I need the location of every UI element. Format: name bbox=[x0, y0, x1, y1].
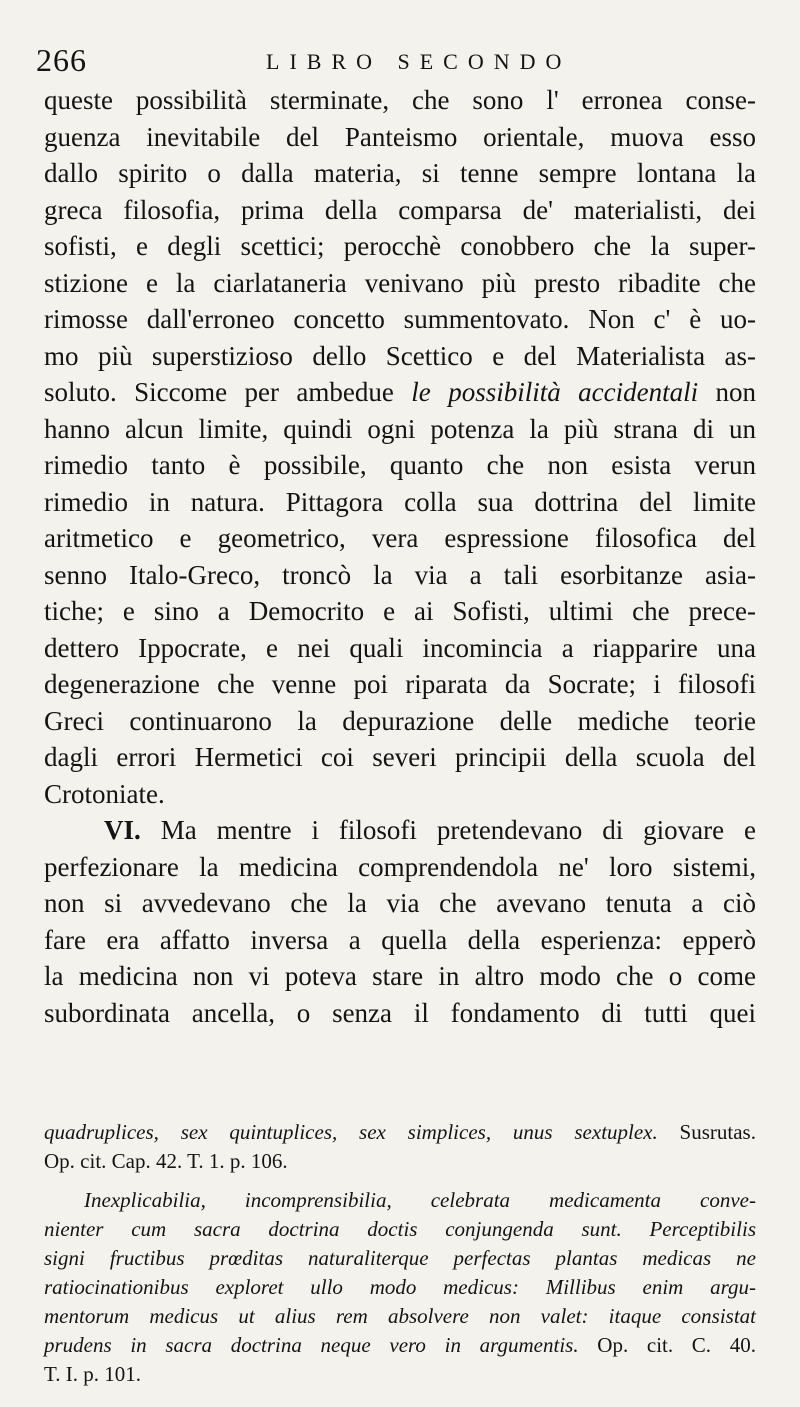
text-line: la medicina non vi poteva stare in altro modo che o come bbox=[44, 961, 756, 991]
text-line: perfezionare la medicina comprendendola ne' loro sistemi, bbox=[44, 851, 756, 882]
latin-quote: prudens in sacra doctrina neque vero in argumentis. bbox=[44, 1333, 579, 1357]
footnote-line: ratiocinationibus exploret ullo modo medicus: Millibus enim argu- bbox=[44, 1275, 756, 1299]
text-line: Greci continuarono la depurazione delle mediche teorie bbox=[44, 705, 756, 736]
footnotes bbox=[44, 1118, 756, 1399]
text-line: dettero Ippocrate, e nei quali incomincia a riapparire una bbox=[44, 632, 756, 663]
text-line: fare era affatto inversa a quella della esperienza: epperò bbox=[44, 924, 756, 955]
footnote-line: Inexplicabilia, incomprensibilia, celebrata medicamenta conve- bbox=[84, 1188, 756, 1212]
running-head bbox=[36, 40, 736, 80]
text-line: stizione e la ciarlataneria venivano più presto ribadite che bbox=[44, 267, 756, 298]
text-line: hanno alcun limite, quindi ogni potenza la più strana di un bbox=[44, 413, 756, 444]
footnote-line: mentorum medicus ut alius rem absolvere non valet: itaque consistat bbox=[44, 1304, 756, 1328]
latin-quote: quadruplices, sex quintuplices, sex simplices, unus sextuplex. bbox=[44, 1120, 658, 1144]
citation: Op. cit. C. 40. bbox=[578, 1333, 756, 1357]
citation: Susrutas. bbox=[657, 1120, 756, 1144]
text-line: degenerazione che venne poi riparata da Socrate; i filosofi bbox=[44, 669, 756, 699]
footnote-line: nienter cum sacra doctrina doctis conjungenda sunt. Perceptibilis bbox=[44, 1217, 756, 1241]
text-line: rimedio in natura. Pittagora colla sua dottrina del limite bbox=[44, 486, 756, 517]
footnote-line: Op. cit. Cap. 42. T. 1. p. 106. bbox=[44, 1149, 288, 1173]
text-line: sofisti, e degli scettici; perocchè conobbero che la super- bbox=[44, 231, 756, 261]
italic-phrase: le possibilità accidentali bbox=[411, 377, 699, 407]
section-number: VI. bbox=[104, 815, 141, 845]
text-line: senno Italo-Greco, troncò la via a tali esorbitanze asia- bbox=[44, 559, 756, 590]
text-segment: soluto. Siccome per ambedue bbox=[44, 377, 412, 407]
footnote-continuation bbox=[44, 1118, 756, 1176]
text-line: queste possibilità sterminate, che sono l' erronea conse- bbox=[44, 85, 756, 115]
text-line bbox=[44, 812, 756, 849]
text-line: non si avvedevano che la via che avevano tenuta a ciò bbox=[44, 888, 756, 918]
text-line: greca filosofia, prima della comparsa de' materialisti, dei bbox=[44, 194, 756, 225]
text-line: Crotoniate. bbox=[44, 778, 165, 809]
text-line: dallo spirito o dalla materia, si tenne sempre lontana la bbox=[44, 158, 756, 188]
running-title: LIBRO SECONDO bbox=[266, 49, 572, 74]
text-line: dagli errori Hermetici coi severi principii della scuola del bbox=[44, 742, 756, 772]
page-number: 266 bbox=[36, 42, 87, 78]
text-segment: non bbox=[698, 377, 757, 407]
text-line bbox=[44, 374, 756, 411]
text-line: rimedio tanto è possibile, quanto che non esista verun bbox=[44, 450, 756, 480]
main-text bbox=[44, 82, 756, 1031]
text-line: aritmetico e geometrico, vera espressione filosofica del bbox=[44, 523, 756, 553]
footnote-line: T. I. p. 101. bbox=[44, 1362, 142, 1386]
text-line: guenza inevitabile del Panteismo orientale, muova esso bbox=[44, 121, 756, 152]
footnote-line bbox=[44, 1118, 756, 1147]
text-line: mo più superstizioso dello Scettico e del Materialista as- bbox=[44, 340, 756, 371]
text-line: rimosse dall'erroneo concetto summentovato. Non c' è uo- bbox=[44, 304, 756, 334]
text-line: tiche; e sino a Democrito e ai Sofisti, ultimi che prece- bbox=[44, 596, 756, 626]
text-line: subordinata ancella, o senza il fondamento di tutti quei bbox=[44, 997, 756, 1028]
footnote bbox=[44, 1186, 756, 1389]
footnote-line: signi fructibus prœditas naturaliterque perfectas plantas medicas ne bbox=[44, 1246, 756, 1270]
footnote-line bbox=[44, 1331, 756, 1360]
text-segment: Ma mentre i filosofi pretendevano di giovare e bbox=[140, 815, 756, 845]
